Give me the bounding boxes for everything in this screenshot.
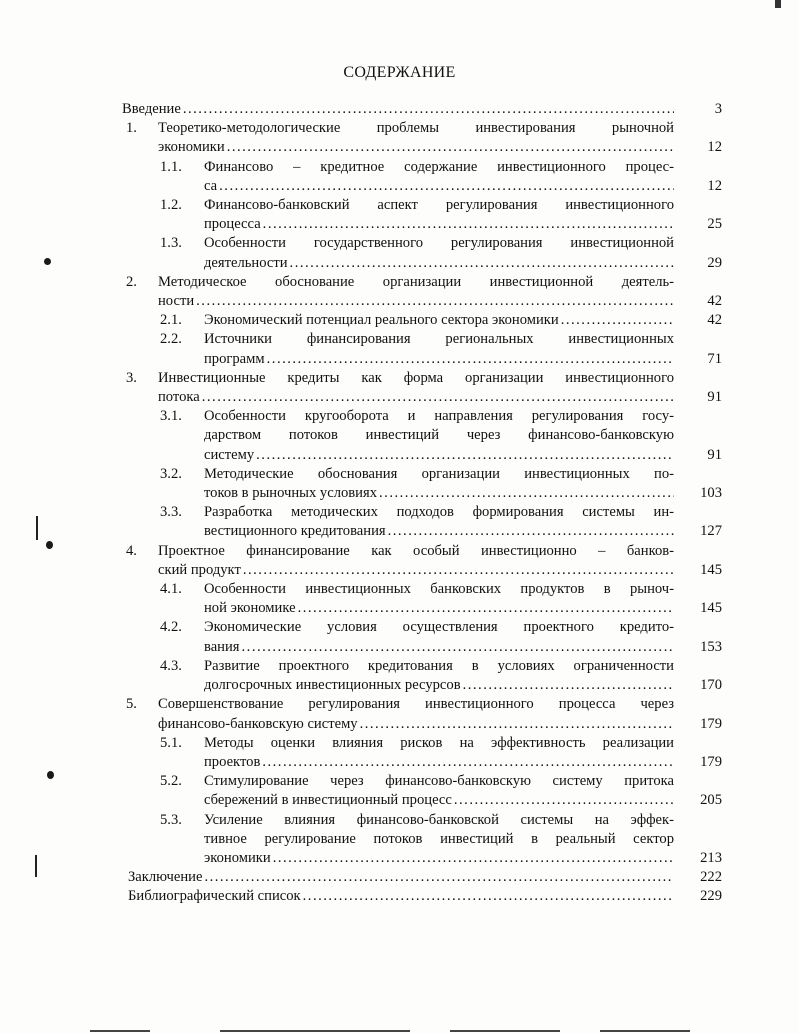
- toc-entry-line: ский продукт: [158, 561, 241, 578]
- toc-entry-line: вестиционного кредитования: [204, 523, 386, 540]
- dot-leader: [463, 676, 674, 695]
- toc-entry-line: Особенности кругооборота и направления регулирования госу-: [204, 408, 674, 425]
- toc-entry[interactable]: [122, 618, 722, 656]
- dot-leader: [263, 215, 674, 234]
- toc-entry-number: 4.2.: [160, 619, 182, 636]
- toc-entry-page: 213: [700, 849, 722, 866]
- toc-entry-line: са: [204, 177, 218, 194]
- toc-entry-line: ности: [158, 293, 195, 310]
- toc-entry[interactable]: [122, 100, 722, 119]
- ink-blot: [47, 771, 54, 779]
- toc-entry-page: 25: [707, 216, 722, 233]
- toc-entry-line: Введение: [122, 101, 181, 117]
- toc-entry-line: вания: [204, 638, 240, 655]
- toc-entry-line: Теоретико-методологические проблемы инвестирования рыночной: [158, 120, 674, 137]
- toc-entry-page: 3: [714, 101, 722, 117]
- toc-entry-line: тивное регулирование потоков инвестиций в реальный сектор: [204, 830, 674, 847]
- toc-entry-page: 205: [700, 792, 722, 809]
- toc-entry-number: 1.: [126, 120, 137, 137]
- toc-entry-page: 91: [707, 389, 722, 406]
- toc-entry-page: 229: [700, 888, 722, 905]
- toc-entry-page: 179: [700, 715, 722, 732]
- toc-entry-page: 153: [700, 638, 722, 655]
- dot-leader: [242, 638, 674, 657]
- toc-entry[interactable]: [122, 811, 722, 869]
- toc-entry-line: деятельности: [204, 254, 288, 271]
- toc-entry[interactable]: [122, 695, 722, 733]
- toc-entry[interactable]: [122, 119, 722, 157]
- toc-entry-number: 5.1.: [160, 734, 182, 751]
- toc-entry-line: экономики: [204, 849, 271, 866]
- toc-entry-number: 3.: [126, 369, 137, 386]
- page-title: СОДЕРЖАНИЕ: [343, 64, 456, 81]
- toc-entry-page: 103: [700, 485, 722, 502]
- dot-leader: [204, 868, 674, 887]
- toc-entry-line: Методы оценки влияния рисков на эффективность реализации: [204, 734, 674, 751]
- scan-line: [35, 855, 37, 877]
- toc-entry-line: процесса: [204, 216, 261, 233]
- toc-entry-line: токов в рыночных условиях: [204, 485, 378, 502]
- toc-entry[interactable]: [122, 273, 722, 311]
- toc-entry-line: Развитие проектного кредитования в условиях ограниченности: [204, 657, 674, 674]
- toc-entry-number: 4.3.: [160, 657, 182, 674]
- toc-entry-line: Особенности государственного регулирования инвестиционной: [204, 235, 674, 252]
- toc-entry-line: Методические обоснования организации инвестиционных по-: [204, 465, 674, 482]
- toc-entry-number: 4.: [126, 542, 137, 559]
- toc-entry-page: 12: [707, 177, 722, 194]
- toc-entry-number: 2.2.: [160, 331, 182, 348]
- toc-entry-number: 5.3.: [160, 811, 182, 828]
- dot-leader: [290, 254, 674, 273]
- toc-entry-line: Финансово – кредитное содержание инвестиционного процес-: [204, 158, 674, 175]
- dot-leader: [379, 484, 674, 503]
- dot-leader: [388, 522, 674, 541]
- toc-entry[interactable]: [122, 330, 722, 368]
- toc-entry[interactable]: [122, 580, 722, 618]
- dot-leader: [219, 177, 674, 196]
- toc-entry-number: 3.1.: [160, 408, 182, 425]
- toc-entry[interactable]: [122, 772, 722, 810]
- toc-entry[interactable]: [122, 887, 722, 906]
- scan-edge: [450, 1030, 560, 1032]
- toc-entry-line: Усиление влияния финансово-банковской системы на эффек-: [204, 811, 674, 828]
- toc-entry-page: 145: [700, 600, 722, 617]
- toc-entry-number: 3.3.: [160, 504, 182, 521]
- toc-entry-line: Особенности инвестиционных банковских продуктов в рыноч-: [204, 581, 674, 598]
- dot-leader: [243, 561, 674, 580]
- dot-leader: [360, 715, 674, 734]
- toc-entry-page: 29: [707, 254, 722, 271]
- toc-entry[interactable]: [122, 503, 722, 541]
- toc-entry[interactable]: [122, 369, 722, 407]
- toc-entry-number: 2.: [126, 273, 137, 290]
- toc-entry-line: ной экономике: [204, 600, 296, 617]
- toc-entry-number: 1.1.: [160, 158, 182, 175]
- toc-entry-page: 91: [707, 446, 722, 463]
- toc-entry-line: Источники финансирования региональных инвестиционных: [204, 331, 674, 348]
- toc-entry[interactable]: [122, 158, 722, 196]
- toc-entry[interactable]: [122, 734, 722, 772]
- scan-line: [36, 516, 38, 540]
- toc-entry[interactable]: [122, 868, 722, 887]
- toc-entry-line: финансово-банковскую систему: [158, 715, 358, 732]
- toc-entry-line: Проектное финансирование как особый инвестиционно – банков-: [158, 542, 674, 559]
- toc-entry-line: Методическое обоснование организации инвестиционной деятель-: [158, 273, 674, 290]
- toc-entry[interactable]: [122, 196, 722, 234]
- toc-entry-line: Заключение: [128, 869, 203, 886]
- dot-leader: [202, 388, 674, 407]
- toc-entry-number: 2.1.: [160, 312, 182, 329]
- toc-entry-line: программ: [204, 350, 265, 367]
- toc-entry-page: 12: [707, 139, 722, 156]
- dot-leader: [561, 311, 674, 330]
- toc-entry-number: 1.3.: [160, 235, 182, 252]
- toc-entry-line: Разработка методических подходов формирования системы ин-: [204, 504, 674, 521]
- dot-leader: [196, 292, 674, 311]
- toc-entry-line: Совершенствование регулирования инвестиционного процесса через: [158, 696, 674, 713]
- toc-entry-line: дарством потоков инвестиций через финансово-банковскую: [204, 427, 674, 444]
- toc-entry-number: 5.: [126, 696, 137, 713]
- toc-entry-number: 1.2.: [160, 197, 182, 214]
- toc-entry-line: сбережений в инвестиционный процесс: [204, 792, 452, 809]
- toc-entry-page: 42: [707, 312, 722, 329]
- toc-entry-line: систему: [204, 446, 255, 463]
- toc-entry-page: 42: [707, 293, 722, 310]
- dot-leader: [298, 599, 674, 618]
- scan-edge: [90, 1030, 150, 1032]
- scan-edge: [220, 1030, 410, 1032]
- dot-leader: [256, 446, 674, 465]
- scan-edge: [600, 1030, 690, 1032]
- table-of-contents: [122, 100, 722, 907]
- toc-entry-page: 170: [700, 677, 722, 694]
- toc-entry[interactable]: [122, 465, 722, 503]
- toc-entry-page: 179: [700, 753, 722, 770]
- toc-entry-page: 222: [700, 869, 722, 886]
- toc-entry[interactable]: [122, 407, 722, 465]
- dot-leader: [183, 100, 674, 119]
- toc-entry[interactable]: [122, 234, 722, 272]
- toc-entry-line: потока: [158, 389, 200, 406]
- toc-entry[interactable]: [122, 542, 722, 580]
- toc-entry-page: 71: [707, 350, 722, 367]
- dot-leader: [267, 350, 674, 369]
- toc-entry[interactable]: [122, 311, 722, 330]
- ink-blot: [46, 541, 53, 549]
- toc-entry-page: 145: [700, 561, 722, 578]
- toc-entry[interactable]: [122, 657, 722, 695]
- dot-leader: [454, 791, 674, 810]
- toc-entry-line: Экономический потенциал реального сектора экономики: [204, 312, 559, 329]
- ink-blot: [44, 258, 51, 265]
- toc-entry-line: Инвестиционные кредиты как форма организации инвестиционного: [158, 369, 674, 386]
- toc-entry-number: 4.1.: [160, 581, 182, 598]
- toc-entry-line: Стимулирование через финансово-банковскую систему притока: [204, 773, 674, 790]
- toc-entry-line: Финансово-банковский аспект регулирования инвестиционного: [204, 197, 674, 214]
- toc-entry-line: экономики: [158, 139, 225, 156]
- dot-leader: [227, 138, 674, 157]
- scan-mark: [775, 0, 781, 8]
- toc-entry-line: Экономические условия осуществления проектного кредито-: [204, 619, 674, 636]
- dot-leader: [273, 849, 674, 868]
- toc-entry-line: долгосрочных инвестиционных ресурсов: [204, 677, 461, 694]
- toc-entry-line: проектов: [204, 753, 261, 770]
- toc-entry-number: 5.2.: [160, 773, 182, 790]
- toc-entry-line: Библиографический список: [128, 888, 301, 905]
- toc-entry-number: 3.2.: [160, 465, 182, 482]
- dot-leader: [262, 753, 674, 772]
- toc-entry-page: 127: [700, 523, 722, 540]
- dot-leader: [303, 887, 674, 906]
